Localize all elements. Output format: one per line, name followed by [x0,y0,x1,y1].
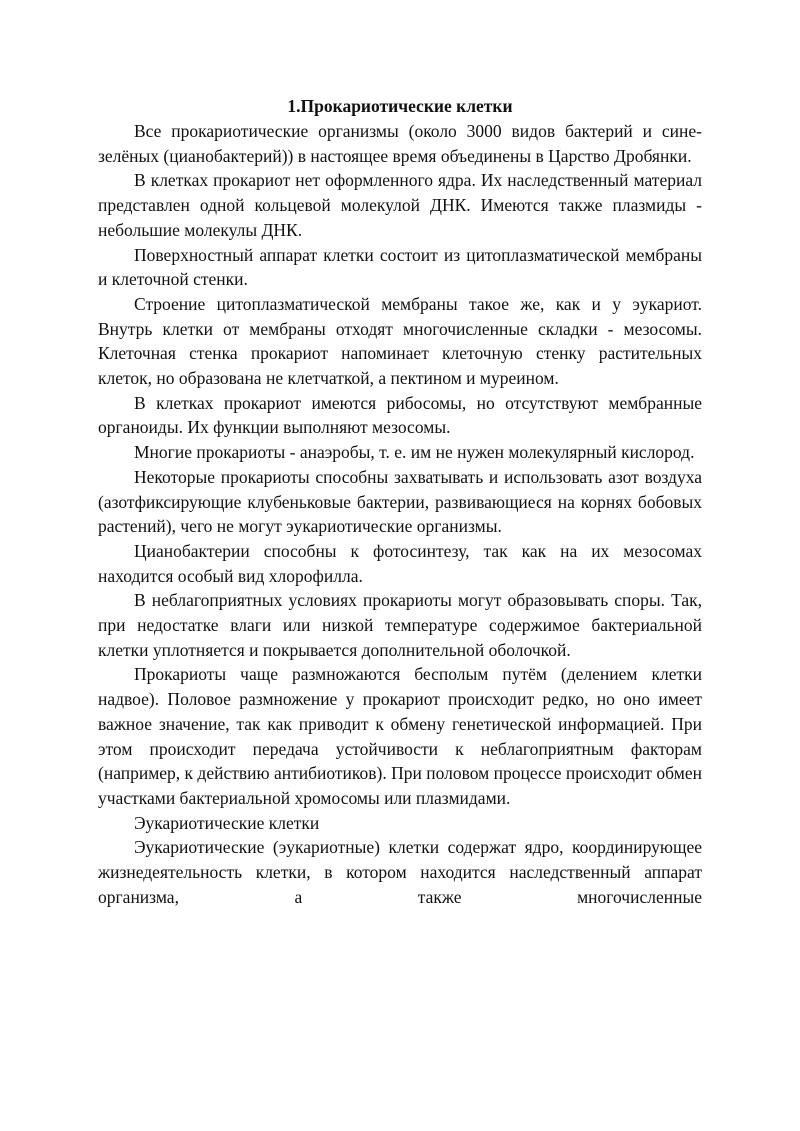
paragraph: Все прокариотические организмы (около 3000 видов бактерий и сине-зелёных (цианобактерий)) в настоящее время объединены в Царство Дробянки. [98,121,702,166]
section-subheading: Эукариотические клетки [134,812,320,833]
paragraph: В клетках прокариот имеются рибосомы, но отсутствуют мембранные органоиды. Их функции выполняют мезосомы. [98,392,702,438]
paragraph: Эукариотические (эукариотные) клетки содержат ядро, координирующее жизнедеятельность клетки, в котором находится наследственный аппарат организма, а также многочисленные [98,837,702,907]
paragraph: Цианобактерии способны к фотосинтезу, так как на их мезосомах находится особый вид хлорофилла. [98,540,702,586]
paragraph: Некоторые прокариоты способны захватывать и использовать азот воздуха (азотфиксирующие клубеньковые бактерии, развивающиеся на корнях бобовых растений), чего не могут эукариотические организмы. [98,466,702,537]
document-title: 1.Прокариотические клетки [287,96,513,116]
paragraph: Многие прокариоты - анаэробы, т. е. им не нужен молекулярный кислород. [134,442,695,463]
paragraph: В клетках прокариот нет оформленного ядра. Их наследственный материал представлен одной кольцевой молекулой ДНК. Имеются также плазмиды - небольшие молекулы ДНК. [98,170,702,240]
document-page [98,94,702,910]
paragraph: Поверхностный аппарат клетки состоит из цитоплазматической мембраны и клеточной стенки. [98,244,702,290]
paragraph: Прокариоты чаще размножаются бесполым путём (делением клетки надвое). Половое размножение у прокариот происходит редко, но оно имеет важное значение, так как приводит к обмену генетической информацией. При этом происходит передача устойчивости к неблагоприятным факторам (например, к действию антибиотиков). При половом процессе происходит обмен участками бактериальной хромосомы или плазмидами. [98,664,703,808]
paragraph: В неблагоприятных условиях прокариоты могут образовывать споры. Так, при недостатке влаги или низкой температуре содержимое бактериальной клетки уплотняется и покрывается дополнительной оболочкой. [98,590,702,660]
paragraph: Строение цитоплазматической мембраны такое же, как и у эукариот. Внутрь клетки от мембраны отходят многочисленные складки - мезосомы. Клеточная стенка прокариот напоминает клеточную стенку растительных клеток, но образована не клетчаткой, а пектином и муреином. [98,293,702,389]
